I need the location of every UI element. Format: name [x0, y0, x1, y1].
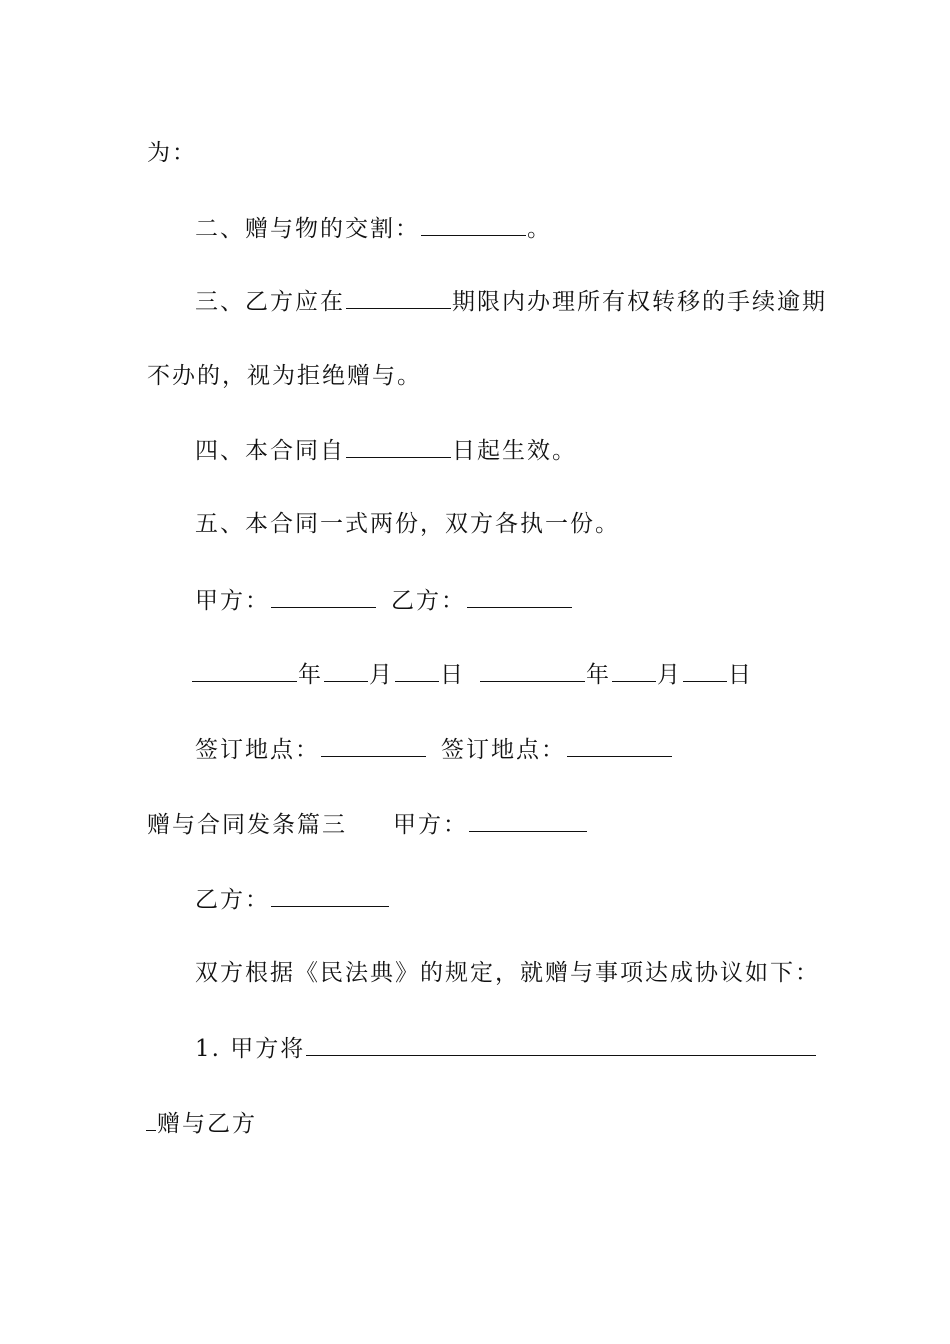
section-party-a-blank	[469, 809, 587, 832]
copies-clause: 五、本合同一式两份，双方各执一份。	[195, 511, 620, 537]
party-b-label: 乙方：	[391, 588, 466, 614]
text-line-2	[195, 213, 552, 243]
effective-clause-end: 日起生效。	[452, 438, 577, 464]
clause-1-blank	[306, 1033, 816, 1056]
text-line-4	[147, 361, 422, 391]
agreement-intro-text: 双方根据《民法典》的规定，就赠与事项达成协议如下：	[195, 960, 820, 986]
party-a-year-blank	[192, 659, 297, 682]
section-heading-line	[147, 809, 588, 839]
section-party-b-label: 乙方：	[195, 887, 270, 913]
party-b-month-label: 月	[657, 662, 682, 688]
party-a-place-label: 签订地点：	[195, 737, 320, 763]
party-a-month-blank	[324, 659, 368, 682]
signature-date-line	[191, 659, 753, 689]
line-1-text: 为：	[147, 140, 197, 166]
party-a-day-label: 日	[440, 662, 465, 688]
section-title: 赠与合同发条篇三	[147, 812, 347, 838]
delivery-blank	[421, 213, 526, 236]
clause-1-text: 1. 甲方将	[195, 1036, 306, 1062]
section-party-b-line	[195, 884, 390, 914]
clause-1-continuation-blank	[146, 1108, 156, 1131]
party-a-place-blank	[321, 734, 426, 757]
party-a-day-blank	[395, 659, 439, 682]
signing-place-line	[195, 734, 673, 764]
party-b-place-blank	[567, 734, 672, 757]
delivery-clause-label: 二、赠与物的交割：	[195, 216, 420, 242]
clause-1-continuation-text: 赠与乙方	[157, 1111, 257, 1137]
party-b-place-label: 签订地点：	[441, 737, 566, 763]
signature-parties-line	[195, 585, 573, 615]
party-b-blank	[467, 585, 572, 608]
effective-date-blank	[346, 435, 451, 458]
party-a-month-label: 月	[369, 662, 394, 688]
clause-1-line	[195, 1033, 817, 1063]
section-party-a-label: 甲方：	[393, 812, 468, 838]
clause-1-continuation-line	[145, 1108, 257, 1138]
party-b-year-label: 年	[586, 662, 611, 688]
party-b-day-blank	[683, 659, 727, 682]
text-line-5	[195, 435, 577, 465]
transfer-period-blank	[346, 286, 451, 309]
text-line-3	[195, 286, 827, 316]
delivery-clause-end: 。	[527, 216, 552, 242]
transfer-clause-start: 三、乙方应在	[195, 289, 345, 315]
party-a-label: 甲方：	[195, 588, 270, 614]
agreement-intro-line	[195, 958, 820, 988]
transfer-clause-rest: 期限内办理所有权转移的手续逾期	[452, 289, 827, 315]
party-a-blank	[271, 585, 376, 608]
party-b-year-blank	[480, 659, 585, 682]
party-a-year-label: 年	[298, 662, 323, 688]
party-b-day-label: 日	[728, 662, 753, 688]
effective-clause-start: 四、本合同自	[195, 438, 345, 464]
text-line-6	[195, 509, 620, 539]
text-line-1	[147, 138, 197, 168]
section-party-b-blank	[271, 884, 389, 907]
transfer-clause-continuation: 不办的，视为拒绝赠与。	[147, 363, 422, 389]
party-b-month-blank	[612, 659, 656, 682]
